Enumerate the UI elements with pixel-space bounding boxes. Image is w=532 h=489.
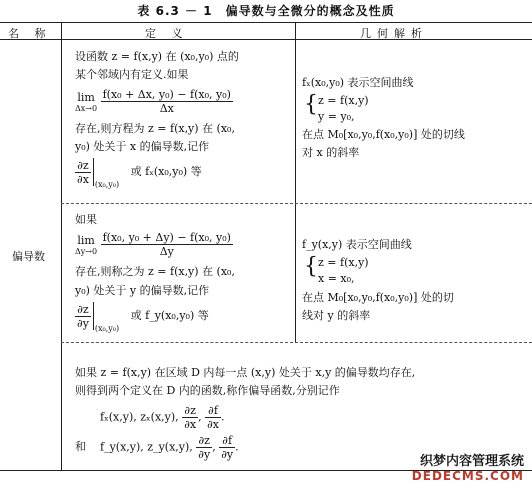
b2-pd-sub: (x₀,y₀) <box>94 324 120 333</box>
b1-geo-sys1: z = f(x,y) <box>318 94 369 107</box>
b2-geo2: 在点 M₀[x₀,y₀,f(x₀,y₀)] 处的切 <box>302 291 454 304</box>
b2-geo3: 线对 y 的斜率 <box>302 309 371 322</box>
b2-pd <box>75 303 91 330</box>
b1-line2: 某个邻域内有定义.如果 <box>75 68 189 81</box>
b3-line1: 如果 z = f(x,y) 在区域 D 内每一点 (x,y) 处关于 x,y 的偏导数均存在, <box>75 366 416 379</box>
b1-pd <box>75 159 91 186</box>
b3-f2-pd1-den: ∂y <box>198 448 211 461</box>
b2-notation <box>75 302 209 335</box>
b3-f2-pd1 <box>196 434 212 461</box>
b1-geo1: fₓ(x₀,y₀) 表示空间曲线 <box>302 76 414 89</box>
b1-pd-num: ∂z <box>75 159 91 173</box>
b2-line1: 如果 <box>75 213 97 226</box>
b3-f1-pd2-num: ∂f <box>205 404 221 418</box>
b2-line3: y₀) 处关于 y 的偏导数,记作 <box>75 284 210 297</box>
b2-lim: lim <box>77 233 95 247</box>
b2-geo-sys2: x = x₀, <box>318 272 355 285</box>
b3-f1-pd2 <box>205 404 221 431</box>
b1-lim-sub: Δx→0 <box>75 103 98 113</box>
b1-geo2: 在点 M₀[x₀,y₀,f(x₀,y₀)] 处的切线 <box>302 128 465 141</box>
b3-line2: 则得到两个定义在 D 内的函数,称作偏导函数,分别记作 <box>75 384 340 397</box>
b3-f1-pd1-den: ∂x <box>184 418 197 431</box>
table-caption: 表 6.3 － 1 偏导数与全微分的概念及性质 <box>137 4 395 18</box>
b1-numerator: f(x₀ + Δx, y₀) − f(x₀, y₀) <box>102 88 231 101</box>
watermark-line2: DEDECMS.COM <box>411 469 524 483</box>
b2-pd-den: ∂y <box>77 316 89 330</box>
b1-pd-den: ∂x <box>77 172 89 186</box>
b1-notation <box>75 158 202 191</box>
b3-f2-pd2-num: ∂f <box>219 434 235 448</box>
table-top-rule <box>0 22 532 23</box>
b2-line4: 或 f_y(x₀,y₀) 等 <box>130 309 209 322</box>
b3-f2-pd1-num: ∂z <box>196 434 212 448</box>
header-geometry: 几何解析 <box>360 27 428 40</box>
b3-f2-pd2-den: ∂y <box>221 448 234 461</box>
b1-denominator: Δx <box>159 102 174 115</box>
b2-brace: { <box>304 254 318 279</box>
b1-line5: 或 fₓ(x₀,y₀) 等 <box>130 165 202 178</box>
b3-f1-pd1 <box>182 404 198 431</box>
b1-pd-sub: (x₀,y₀) <box>94 180 120 189</box>
b1-line4: y₀) 处关于 x 的偏导数,记作 <box>75 140 210 153</box>
header-name: 名 称 <box>8 27 52 40</box>
b2-geo1: f_y(x,y) 表示空间曲线 <box>302 238 412 251</box>
b3-f1-pd1-num: ∂z <box>182 404 198 418</box>
b1-limit <box>75 88 233 118</box>
b1-line1: 设函数 z = f(x,y) 在 (x₀,y₀) 点的 <box>75 50 239 63</box>
b3-f2-pd2 <box>219 434 235 461</box>
column-divider-2 <box>295 22 296 342</box>
row-divider-1 <box>61 203 532 204</box>
b3-formula2: f_y(x,y), z_y(x,y), $\frac{\partial z}{\partial y}$ , $\frac{\partial f}{\partial y}$ . <box>100 434 239 461</box>
column-divider-1 <box>61 22 62 470</box>
b2-lim-sub: Δy→0 <box>75 246 98 256</box>
b2-limit <box>75 231 233 261</box>
b2-geo-sys1: z = f(x,y) <box>318 256 369 269</box>
b2-numerator: f(x₀, y₀ + Δy) − f(x₀, y₀) <box>102 231 231 244</box>
b3-f1: fₓ(x,y), zₓ(x,y), <box>100 410 179 424</box>
b2-denominator: Δy <box>159 245 174 258</box>
b3-and: 和 <box>75 440 86 453</box>
header-definition: 定 义 <box>145 27 189 40</box>
b3-f1-pd2-den: ∂x <box>207 418 219 431</box>
b2-line2: 存在,则称之为 z = f(x,y) 在 (x₀, <box>75 265 235 278</box>
b2-fraction <box>101 231 233 258</box>
header-bottom-rule <box>0 39 532 40</box>
b1-lim: lim <box>77 90 95 104</box>
b1-brace: { <box>304 92 318 117</box>
b1-geo-sys2: y = y₀, <box>318 110 355 123</box>
watermark <box>412 450 524 483</box>
b1-geo3: 对 x 的斜率 <box>302 146 360 159</box>
b3-f2: f_y(x,y), z_y(x,y), <box>100 440 193 454</box>
row-name: 偏导数 <box>12 250 45 263</box>
b2-pd-num: ∂z <box>75 303 91 317</box>
b1-fraction <box>101 88 233 115</box>
row-divider-2 <box>61 342 532 343</box>
b3-formula1: fₓ(x,y), zₓ(x,y), $\frac{\partial z}{\partial x}$ , $\frac{\partial f}{\partial x}$ . <box>100 404 225 431</box>
b1-line3: 存在,则方程为 z = f(x,y) 在 (x₀, <box>75 122 235 135</box>
watermark-line1: 织梦内容管理系统 <box>419 454 524 469</box>
